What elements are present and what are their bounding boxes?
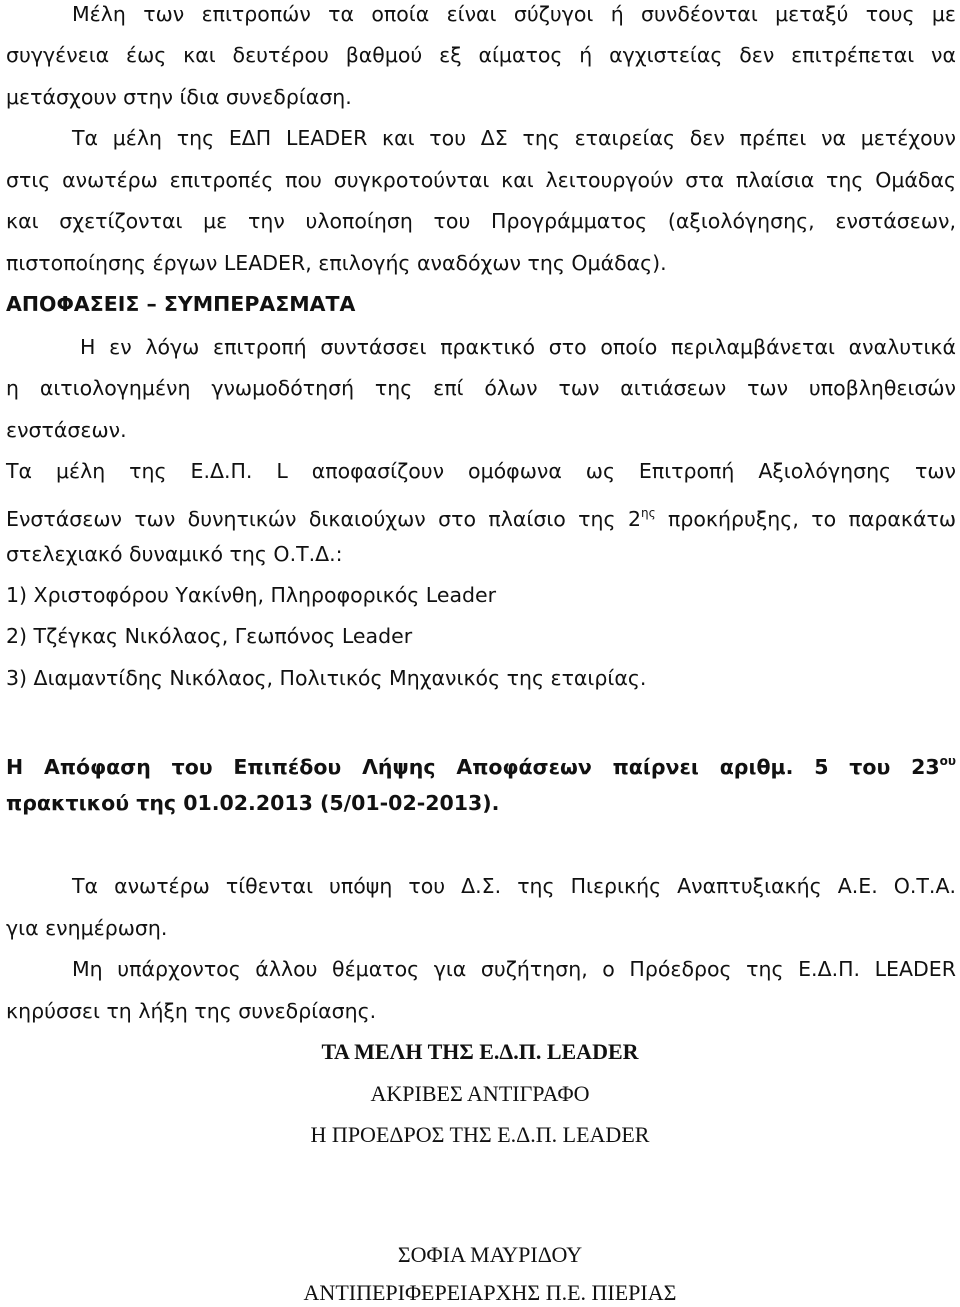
para2-line3: και σχετίζονται με την υλοποίηση του Προγράμματος (αξιολόγησης, ενστάσεων, xyxy=(6,209,956,233)
decision-ordinal-sup: ου xyxy=(939,754,956,768)
para2-line1: Τα μέλη της ΕΔΠ LEADER και του ΔΣ της εταιρείας δεν πρέπει να μετέχουν xyxy=(72,126,956,150)
para3-line1: Η εν λόγω επιτροπή συντάσσει πρακτικό στο οποίο περιλαμβάνεται αναλυτικά xyxy=(80,335,956,359)
signature-role: ΑΝΤΙΠΕΡΙΦΕΡΕΙΑΡΧΗΣ Π.Ε. ΠΙΕΡΙΑΣ xyxy=(303,1280,677,1305)
signature-name: ΣΟΦΙΑ ΜΑΥΡΙΔΟΥ xyxy=(397,1242,583,1267)
para4-line1: Τα μέλη της Ε.Δ.Π. L αποφασίζουν ομόφωνα ως Επιτροπή Αξιολόγησης των xyxy=(6,459,956,483)
staff-item-2: 2) Τζέγκας Νικόλαος, Γεωπόνος Leader xyxy=(6,624,413,648)
staff-item-3: 3) Διαμαντίδης Νικόλαος, Πολιτικός Μηχανικός της εταιρίας. xyxy=(6,666,647,690)
para1-line2: συγγένεια έως και δευτέρου βαθμού εξ αίματος ή αγχιστείας δεν επιτρέπεται να xyxy=(6,43,956,67)
section-heading: ΑΠΟΦΑΣΕΙΣ – ΣΥΜΠΕΡΑΣΜΑΤΑ xyxy=(6,292,356,316)
para6-line1: Μη υπάρχοντος άλλου θέματος για συζήτηση, ο Πρόεδρος της Ε.Δ.Π. LEADER xyxy=(72,957,956,981)
para4-line3: στελεχιακό δυναμικό της Ο.Τ.Δ.: xyxy=(6,542,343,566)
signature-copy: ΑΚΡΙΒΕΣ ΑΝΤΙΓΡΑΦΟ xyxy=(370,1081,590,1106)
para2-line2: στις ανωτέρω επιτροπές που συγκροτούνται και λειτουργούν στα πλαίσια της Ομάδας xyxy=(6,168,956,192)
para4-line2-start: Ενστάσεων των δυνητικών δικαιούχων στο πλαίσιο της 2 xyxy=(6,507,641,531)
signature-members: ΤΑ ΜΕΛΗ ΤΗΣ Ε.Δ.Π. LEADER xyxy=(321,1039,639,1064)
decision-line1-text: Η Απόφαση του Επιπέδου Λήψης Αποφάσεων παίρνει αριθμ. 5 του 23 xyxy=(6,755,940,779)
para4-line2-end: προκήρυξης, το παρακάτω xyxy=(655,507,956,531)
decision-line2: πρακτικού της 01.02.2013 (5/01-02-2013). xyxy=(6,791,500,815)
staff-item-1: 1) Χριστοφόρου Υακίνθη, Πληροφορικός Leader xyxy=(6,583,497,607)
para3-line3: ενστάσεων. xyxy=(6,418,127,442)
para5-line2: για ενημέρωση. xyxy=(6,916,168,940)
para4-ordinal-sup: ης xyxy=(640,506,656,520)
para2-line4: πιστοποίησης έργων LEADER, επιλογής αναδόχων της Ομάδας). xyxy=(6,251,667,275)
para1-line3: μετάσχουν στην ίδια συνεδρίαση. xyxy=(6,85,352,109)
para5-line1: Τα ανωτέρω τίθενται υπόψη του Δ.Σ. της Πιερικής Αναπτυξιακής Α.Ε. Ο.Τ.Α. xyxy=(72,874,956,898)
para6-line2: κηρύσσει τη λήξη της συνεδρίασης. xyxy=(6,999,377,1023)
para4-line2 xyxy=(6,499,956,531)
signature-chair: Η ΠΡΟΕΔΡΟΣ ΤΗΣ Ε.Δ.Π. LEADER xyxy=(310,1122,650,1147)
decision-line1 xyxy=(6,747,956,779)
para3-line2: η αιτιολογημένη γνωμοδότησή της επί όλων των αιτιάσεων των υποβληθεισών xyxy=(6,376,956,400)
para1-line1: Μέλη των επιτροπών τα οποία είναι σύζυγοι ή συνδέονται μεταξύ τους με xyxy=(72,2,956,26)
